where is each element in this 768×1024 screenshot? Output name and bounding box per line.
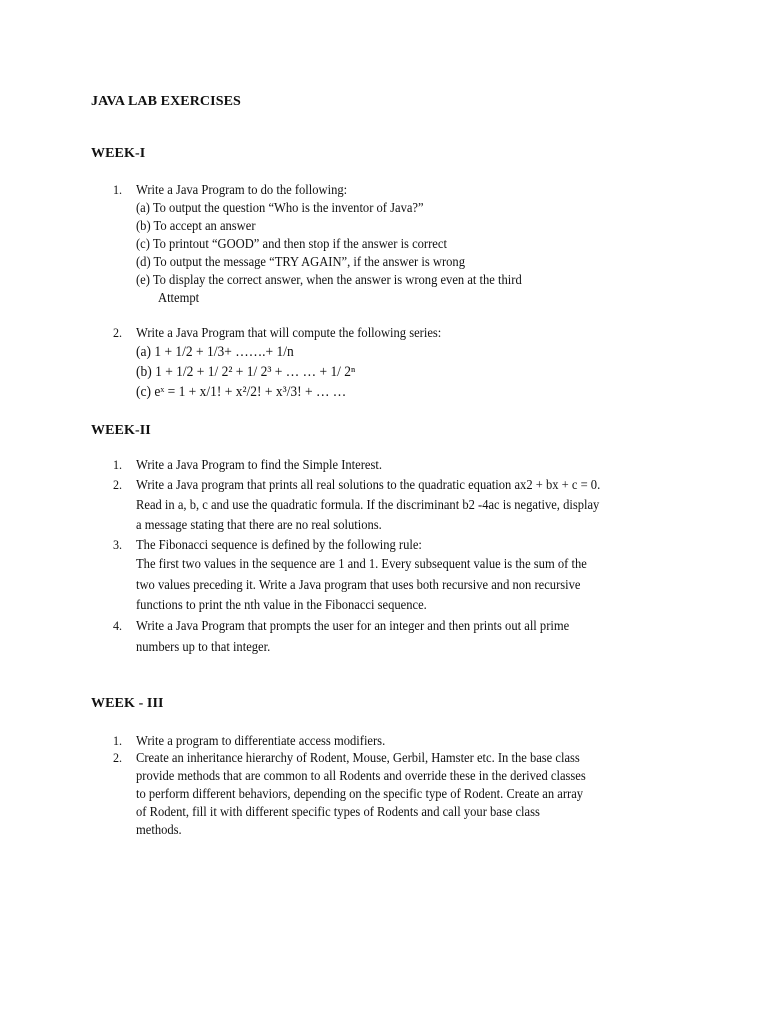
week-1-item-2-number: 2. [113, 325, 123, 340]
week-1-item-1-line-7: Attempt [158, 290, 200, 305]
week-2-item-4-line-2: numbers up to that integer. [136, 639, 271, 654]
week-1-item-1-line-6: (e) To display the correct answer, when the answer is wrong even at the third [136, 272, 522, 287]
week-3-item-2-line-1: Create an inheritance hierarchy of Rodent, Mouse, Gerbil, Hamster etc. In the base class [136, 750, 580, 765]
week-1-heading: WEEK-I [91, 146, 146, 161]
week-1-item-1-line-1: Write a Java Program to do the following: [136, 182, 348, 197]
week-1-item-2-line-1: Write a Java Program that will compute the following series: [136, 325, 442, 340]
week-3-item-1-number: 1. [113, 733, 123, 748]
week-1-item-1-line-4: (c) To printout “GOOD” and then stop if the answer is correct [136, 236, 447, 251]
week-1-item-1-line-5: (d) To output the message “TRY AGAIN”, if the answer is wrong [136, 254, 465, 269]
week-1-item-2-line-4: (c) eˣ = 1 + x/1! + x²/2! + x³/3! + … … [136, 384, 347, 400]
week-1-item-2-line-2: (a) 1 + 1/2 + 1/3+ …….+ 1/n [136, 344, 294, 360]
week-2-item-2-line-3: a message stating that there are no real solutions. [136, 517, 382, 532]
week-3-item-2-line-2: provide methods that are common to all Rodents and override these in the derived classes [136, 768, 586, 783]
week-2-item-3-line-4: functions to print the nth value in the Fibonacci sequence. [136, 597, 427, 612]
week-2-item-1-line-1: Write a Java Program to find the Simple Interest. [136, 457, 382, 472]
week-3-item-1-line-1: Write a program to differentiate access modifiers. [136, 733, 386, 748]
week-2-heading: WEEK-II [91, 423, 151, 438]
week-2-item-3-line-1: The Fibonacci sequence is defined by the following rule: [136, 537, 422, 552]
week-2-item-2-line-1: Write a Java program that prints all real solutions to the quadratic equation ax2 + bx + c = 0. [136, 477, 601, 492]
week-3-item-2-line-5: methods. [136, 822, 182, 837]
week-2-item-3-line-3: two values preceding it. Write a Java program that uses both recursive and non recursive [136, 577, 581, 592]
week-3-item-2-line-3: to perform different behaviors, depending on the specific type of Rodent. Create an array [136, 786, 584, 801]
week-1-item-2-line-3: (b) 1 + 1/2 + 1/ 2² + 1/ 2³ + … … + 1/ 2ⁿ [136, 364, 356, 380]
week-3-heading: WEEK - III [91, 696, 164, 711]
week-1-item-1-line-2: (a) To output the question “Who is the inventor of Java?” [136, 200, 424, 215]
week-2-item-4-number: 4. [113, 618, 123, 633]
week-2-item-4-line-1: Write a Java Program that prompts the user for an integer and then prints out all prime [136, 618, 570, 633]
week-1-item-1-line-3: (b) To accept an answer [136, 218, 256, 233]
week-1-item-1-number: 1. [113, 182, 123, 197]
week-2-item-2-line-2: Read in a, b, c and use the quadratic formula. If the discriminant b2 -4ac is negative, display [136, 497, 600, 512]
week-2-item-3-line-2: The first two values in the sequence are 1 and 1. Every subsequent value is the sum of the [136, 556, 587, 571]
week-3-item-2-number: 2. [113, 750, 123, 765]
week-3-item-2-line-4: of Rodent, fill it with different specific types of Rodents and call your base class [136, 804, 540, 819]
week-2-item-3-number: 3. [113, 537, 123, 552]
week-2-item-2-number: 2. [113, 477, 123, 492]
document-title: JAVA LAB EXERCISES [91, 94, 241, 109]
week-2-item-1-number: 1. [113, 457, 123, 472]
